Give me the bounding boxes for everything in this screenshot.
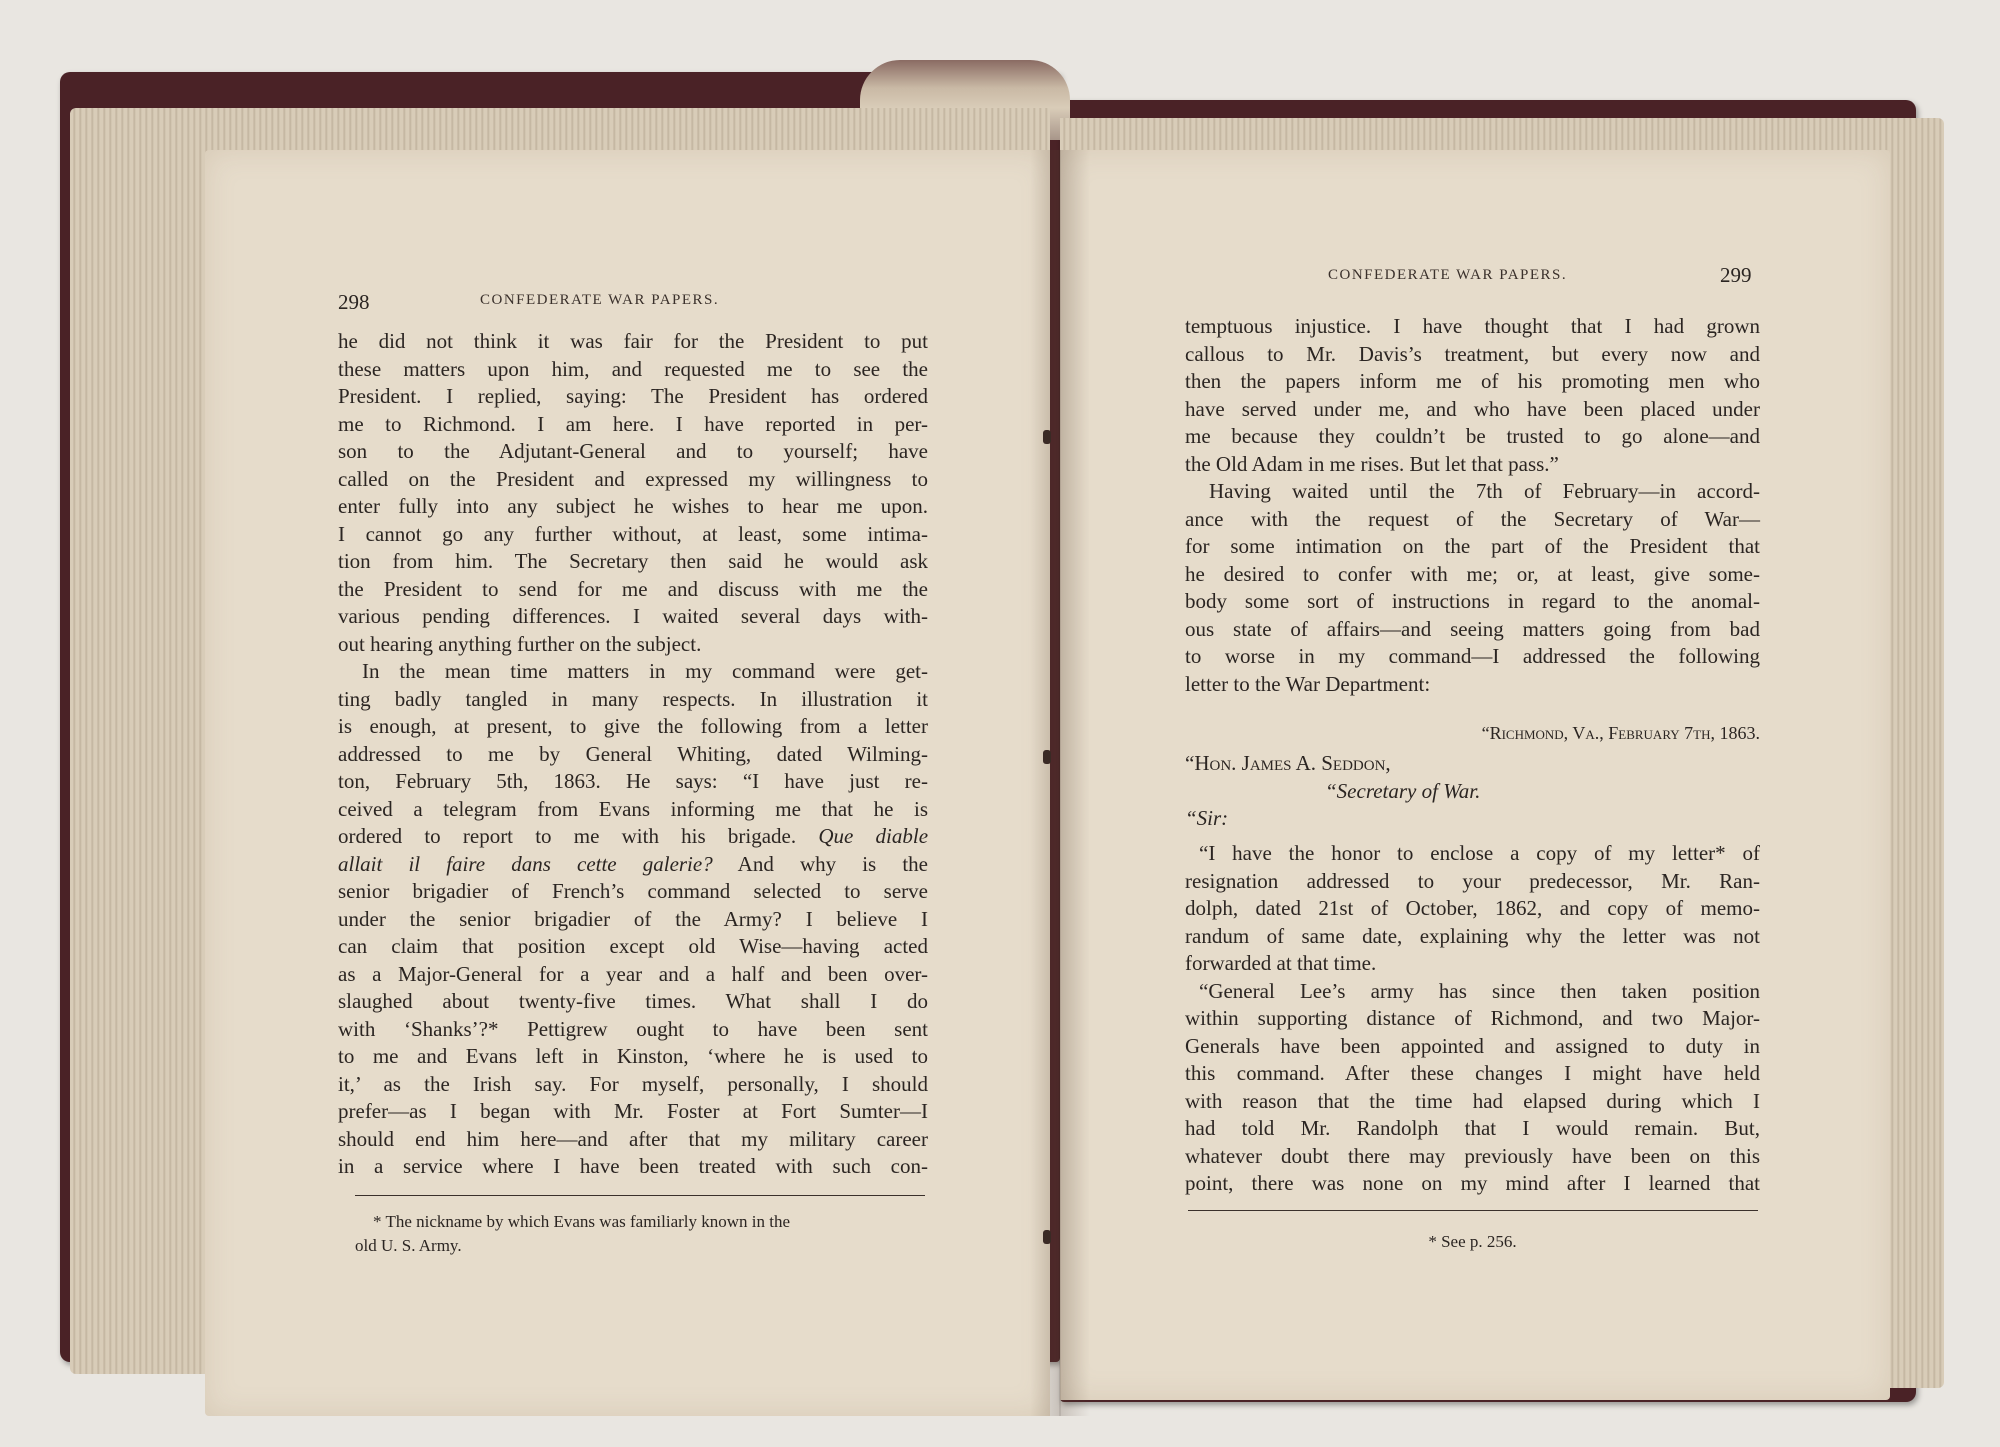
text-line: should end him here—and after that my military career xyxy=(338,1126,928,1151)
text-line: forwarded at that time. xyxy=(1185,951,1377,975)
binding-stitch xyxy=(1043,1230,1051,1244)
text-line: dolph, dated 21st of October, 1862, and copy of memo- xyxy=(1185,896,1760,920)
letter-body xyxy=(1185,840,1760,1198)
text-line: resignation addressed to your predecessor, Mr. Ran- xyxy=(1185,868,1760,893)
text-line: to worse in my command—I addressed the following xyxy=(1185,644,1760,668)
text-line: these matters upon him, and requested me to see the xyxy=(338,356,928,381)
right-footnote: * See p. 256. xyxy=(1428,1232,1517,1251)
text-line: he did not think it was fair for the President to put xyxy=(338,329,928,353)
text-line: various pending differences. I waited several days with- xyxy=(338,604,928,628)
text-line: for some intimation on the part of the President that xyxy=(1185,534,1760,558)
left-page-number: 298 xyxy=(338,290,370,314)
salutation-title: “Secretary of War. xyxy=(1325,778,1481,803)
text-line: it,’ as the Irish say. For myself, personally, I should xyxy=(338,1071,928,1096)
text-line: senior brigadier of French’s command selected to serve xyxy=(338,879,928,903)
text-line xyxy=(338,823,928,851)
text-line: son to the Adjutant-General and to yourself; have xyxy=(338,439,928,463)
left-footnote xyxy=(355,1210,935,1258)
text-line: with reason that the time had elapsed during which I xyxy=(1185,1088,1760,1113)
text-line: addressed to me by General Whiting, dated Wilming- xyxy=(338,741,928,766)
salutation-name: “Hon. James A. Seddon, xyxy=(1185,751,1391,775)
letter-salutation xyxy=(1185,750,1760,833)
binding-stitch xyxy=(1043,430,1051,444)
text-line: callous to Mr. Davis’s treatment, but every now and xyxy=(1185,341,1760,366)
right-page xyxy=(1060,150,1890,1400)
text-line: have served under me, and who have been placed under xyxy=(1185,396,1760,421)
text-line: he desired to confer with me; or, at least, give some- xyxy=(1185,561,1760,586)
text-line: “General Lee’s army has since then taken position xyxy=(1199,978,1760,1003)
text-line: ance with the request of the Secretary of War— xyxy=(1185,506,1760,531)
text-line: body some sort of instructions in regard to the anomal- xyxy=(1185,589,1760,613)
footnote-line: old U. S. Army. xyxy=(355,1236,462,1255)
text-line: ting badly tangled in many respects. In illustration it xyxy=(338,686,928,711)
text-line: point, there was none on my mind after I learned that xyxy=(1185,1171,1760,1195)
text-line: letter to the War Department: xyxy=(1185,671,1431,696)
text-line: “I have the honor to enclose a copy of my letter* of xyxy=(1199,841,1760,865)
text-line: Having waited until the 7th of February—in accord- xyxy=(1209,479,1760,503)
text-line: under the senior brigadier of the Army? I believe I xyxy=(338,906,928,931)
italic-text: allait il faire dans cette galerie? xyxy=(338,851,713,876)
text-line: the President to send for me and discuss with me the xyxy=(338,576,928,601)
text-line: as a Major-General for a year and a half and been over- xyxy=(338,961,928,986)
text-line: ceived a telegram from Evans informing me that he is xyxy=(338,796,928,821)
text-line: enter fully into any subject he wishes to hear me upon. xyxy=(338,494,928,518)
right-running-head: CONFEDERATE WAR PAPERS. xyxy=(1328,267,1568,283)
text-line: is enough, at present, to give the following from a letter xyxy=(338,714,928,738)
text-line: out hearing anything further on the subject. xyxy=(338,631,702,656)
text-segment: ordered to report to me with his brigade. xyxy=(338,824,797,848)
text-line: me to Richmond. I am here. I have reported in per- xyxy=(338,411,928,436)
text-line: to me and Evans left in Kinston, ‘where he is used to xyxy=(338,1044,928,1068)
italic-text: Que diable xyxy=(818,824,929,848)
left-running-head: CONFEDERATE WAR PAPERS. xyxy=(480,292,720,308)
text-line: tion from him. The Secretary then said he would ask xyxy=(338,549,928,573)
text-line: then the papers inform me of his promoting men who xyxy=(1185,369,1760,393)
text-line: the Old Adam in me rises. But let that pass.” xyxy=(1185,451,1559,476)
book-gutter xyxy=(1030,150,1090,1416)
text-line: slaughed about twenty-five times. What shall I do xyxy=(338,989,928,1013)
right-body-text xyxy=(1185,313,1760,698)
text-line: Generals have been appointed and assigned to duty in xyxy=(1185,1033,1760,1058)
text-line xyxy=(338,851,928,879)
text-line: me because they couldn’t be trusted to go alone—and xyxy=(1185,424,1760,448)
text-line: ton, February 5th, 1863. He says: “I have just re- xyxy=(338,769,928,793)
salutation-sir: “Sir: xyxy=(1185,806,1229,830)
text-line: randum of same date, explaining why the letter was not xyxy=(1185,923,1760,948)
text-line: I cannot go any further without, at least, some intima- xyxy=(338,521,928,546)
footnote-rule xyxy=(355,1195,925,1196)
left-body-text xyxy=(338,328,928,1181)
footnote-rule xyxy=(1188,1210,1758,1211)
dateline-text: “Richmond, Va., February 7th, 1863. xyxy=(1481,723,1760,743)
text-line: prefer—as I began with Mr. Foster at Fort Sumter—I xyxy=(338,1099,928,1123)
text-line: called on the President and expressed my willingness to xyxy=(338,466,928,491)
binding-stitch xyxy=(1043,750,1051,764)
text-line: with ‘Shanks’?* Pettigrew ought to have been sent xyxy=(338,1016,928,1041)
footnote-line: * The nickname by which Evans was familiarly known in the xyxy=(373,1212,791,1231)
text-line: this command. After these changes I might have held xyxy=(1185,1061,1760,1085)
text-line: ous state of affairs—and seeing matters going from bad xyxy=(1185,616,1760,641)
text-line: can claim that position except old Wise—having acted xyxy=(338,934,928,958)
text-line: President. I replied, saying: The President has ordered xyxy=(338,384,928,408)
text-line: whatever doubt there may previously have been on this xyxy=(1185,1143,1760,1168)
text-line: in a service where I have been treated with such con- xyxy=(338,1154,928,1178)
letter-dateline xyxy=(1185,720,1760,748)
text-line: temptuous injustice. I have thought that I had grown xyxy=(1185,314,1760,338)
text-line: had told Mr. Randolph that I would remain. But, xyxy=(1185,1116,1760,1140)
text-segment: And why is the xyxy=(737,851,928,876)
left-page xyxy=(205,150,1050,1416)
text-line: In the mean time matters in my command were get- xyxy=(362,659,928,683)
text-line: within supporting distance of Richmond, and two Major- xyxy=(1185,1006,1760,1030)
right-page-number: 299 xyxy=(1720,263,1752,287)
